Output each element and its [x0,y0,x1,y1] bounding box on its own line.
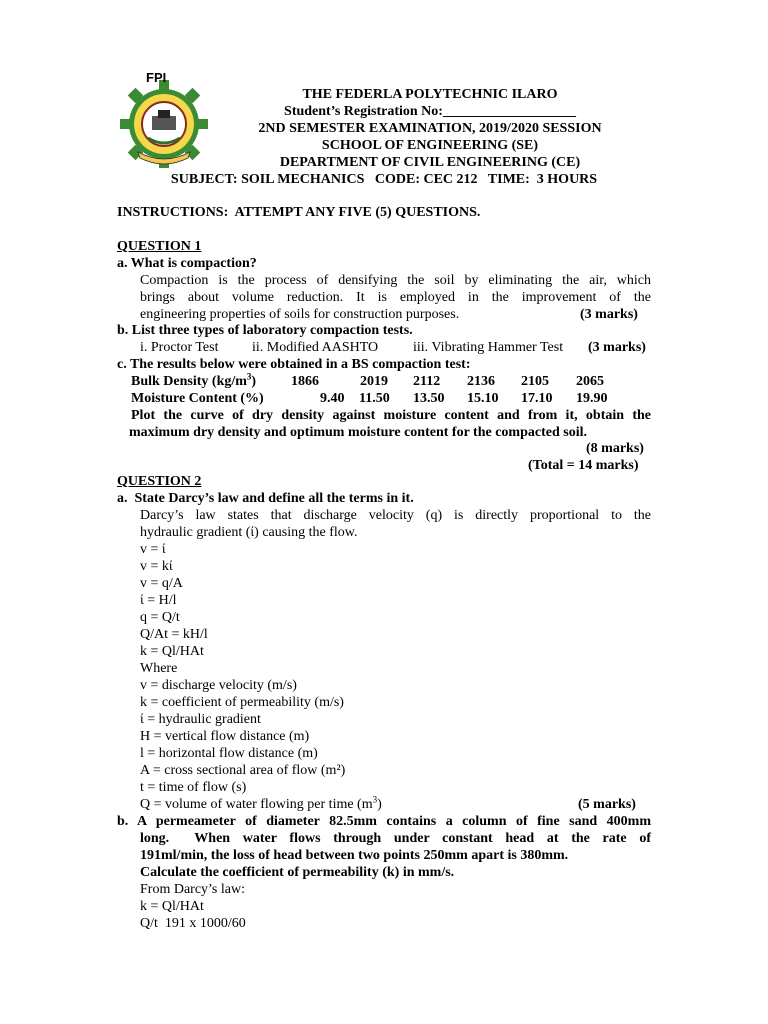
definition-line: ί = hydraulic gradient [140,712,261,727]
q1a-answer-line: brings about volume reduction. It is employed in the improvement of the [140,290,651,305]
q2b-answer-line: k = Ql/HAt [140,899,204,914]
registration-label: Student’s Registration No:___________________ [284,104,576,119]
definition-line: k = coefficient of permeability (m/s) [140,695,344,710]
bulk-value: 2019 [360,374,388,389]
department-name: DEPARTMENT OF CIVIL ENGINEERING (CE) [279,155,581,170]
q2a-answer-line: Darcy’s law states that discharge velocity (q) is directly proportional to the [140,508,651,523]
q2b-question-line: b. A permeameter of diameter 82.5mm contains a column of fine sand 400mm [117,814,651,829]
definition-line: H = vertical flow distance (m) [140,729,310,744]
q1c-instruction-line: Plot the curve of dry density against moisture content and from it, obtain the [131,408,651,423]
q1c-instruction-line: maximum dry density and optimum moisture content for the compacted soil. [129,425,587,440]
q1a-answer-line: engineering properties of soils for construction purposes. [140,307,460,322]
question-1-title: QUESTION 1 [117,239,202,254]
q2b-question-line: Calculate the coefficient of permeability (k) in mm/s. [140,865,455,880]
definition-line: t = time of flow (s) [140,780,247,795]
logo-text: FPI [146,70,167,85]
q2b-question-line: long. When water flows through under constant head at the rate of [140,831,651,846]
q2b-answer-line: Q/t 191 x 1000/60 [140,916,246,931]
moisture-value: 15.10 [467,391,499,406]
moisture-value: 13.50 [413,391,445,406]
q1-total-marks: (Total = 14 marks) [528,458,639,473]
moisture-value: 11.50 [359,391,390,406]
exam-title: 2ND SEMESTER EXAMINATION, 2019/2020 SESSION [258,121,602,136]
q2a-answer-line: hydraulic gradient (ί) causing the flow. [140,525,358,540]
moisture-value: 19.90 [576,391,608,406]
q1c-marks: (8 marks) [586,441,644,456]
moisture-value: 17.10 [521,391,553,406]
equation-line: ί = H/l [140,593,177,608]
q1b-item: i. Proctor Test [140,340,219,355]
bulk-value: 1866 [291,374,319,389]
q1c-question: c. The results below were obtained in a BS compaction test: [117,357,471,372]
moisture-value: 9.40 [320,391,345,406]
q1b-marks: (3 marks) [588,340,646,355]
q1b-question: b. List three types of laboratory compaction tests. [117,323,413,338]
q1b-item: ii. Modified AASHTO [252,340,379,355]
q1a-question: a. What is compaction? [117,256,257,271]
subject-line: SUBJECT: SOIL MECHANICS CODE: CEC 212 TIME: 3 HOURS [170,172,598,187]
bulk-value: 2112 [413,374,441,389]
q2a-marks: (5 marks) [578,797,636,812]
definition-line: A = cross sectional area of flow (m²) [140,763,346,778]
equation-line: v = q/A [140,576,183,591]
bulk-value: 2065 [576,374,604,389]
instructions: INSTRUCTIONS: ATTEMPT ANY FIVE (5) QUESTIONS. [117,205,481,220]
q1a-answer-line: Compaction is the process of densifying the soil by eliminating the air, which [140,273,651,288]
definition-line: Q = volume of water flowing per time $(m^3)$ [140,794,382,812]
equation-line: k = Ql/HAt [140,644,204,659]
q2b-answer-line: From Darcy’s law: [140,882,245,897]
equation-line: Where [140,661,178,676]
moisture-content-label: Moisture Content (%) [131,391,264,406]
q2a-question: a. State Darcy’s law and define all the terms in it. [117,491,414,506]
bulk-value: 2136 [467,374,495,389]
equation-line: v = kί [140,559,173,574]
institution-name: THE FEDERLA POLYTECHNIC ILARO [302,87,558,102]
equation-line: Q/At = kH/l [140,627,208,642]
equation-line: q = Q/t [140,610,180,625]
equation-line: v = ί [140,542,166,557]
question-2-title: QUESTION 2 [117,474,202,489]
definition-line: l = horizontal flow distance (m) [140,746,318,761]
q2b-question-line: 191ml/min, the loss of head between two points 250mm apart is 380mm. [140,848,569,863]
bulk-value: 2105 [521,374,549,389]
definition-line: v = discharge velocity (m/s) [140,678,297,693]
q1b-item: iii. Vibrating Hammer Test [413,340,564,355]
q1a-marks: (3 marks) [580,307,638,322]
school-name: SCHOOL OF ENGINEERING (SE) [321,138,539,153]
bulk-density-label: Bulk Density $(kg/m^3)$ [131,371,257,389]
